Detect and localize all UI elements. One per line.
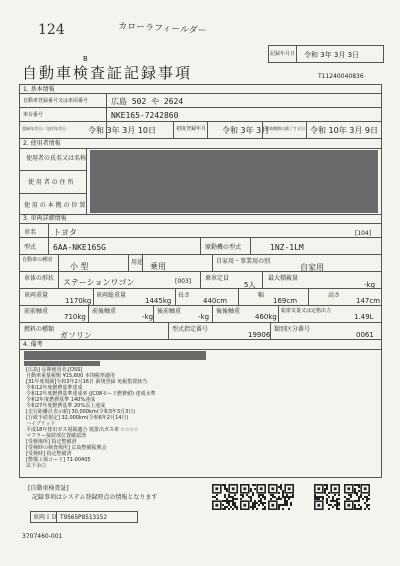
serial-number: 3707460-001 — [22, 533, 63, 540]
handwritten-model-note: カローラフィールダー — [117, 21, 207, 37]
note-line: [受検時] 指定整備済 — [26, 451, 72, 457]
rear-front-label: 後前軸重 — [157, 308, 182, 315]
expiry-value: 令和 10年 3月 9日 — [310, 126, 378, 135]
user-address-label: 使 用 者 の 住 所 — [28, 179, 74, 186]
redacted-note-line — [24, 351, 206, 360]
expiry-label: 有効期間の満了する日 — [265, 126, 305, 131]
qr-code-icon — [240, 484, 266, 510]
note-line: [広島] 長期使用者,[OSS] — [26, 367, 83, 373]
vin-value: NKE165-7242860 — [111, 111, 179, 120]
note-line: 令和27年度燃費基準 20%以上達成 — [26, 403, 106, 409]
body-label: 車体の形状 — [24, 275, 55, 282]
class-label: 類別区分番号 — [274, 326, 311, 333]
vin-label: 車台番号 — [23, 112, 44, 118]
maker-code: [104] — [355, 230, 372, 237]
engine-label: 原動機の型式 — [205, 244, 242, 251]
displacement-value: 1.49L — [354, 313, 374, 321]
note-line: 令和2年度燃費基準 140%達成 — [26, 397, 96, 403]
first-reg-value: 令和 3年 3月 10日 — [88, 126, 156, 135]
displacement-label: 総排気量又は定格出力 — [281, 308, 332, 314]
body-value: ステーションワゴン — [63, 278, 135, 287]
front-axle-value: 710kg — [64, 313, 86, 321]
section3-heading: 3. 車両詳細情報 — [23, 215, 67, 222]
document-id: T11240040836 — [318, 73, 364, 80]
record-date-label: 記録年月日 — [270, 51, 296, 57]
section2-heading: 2. 使用者情報 — [23, 140, 61, 147]
vehicle-id-label: 車両ＩＤ — [33, 514, 58, 521]
width-value: 169cm — [273, 297, 298, 305]
use-label: 用途 — [131, 259, 144, 266]
gvw-value: 1445kg — [145, 297, 172, 305]
note-line: 自動車重量税額 ¥15,600 本則税率適用 — [26, 373, 115, 379]
type-num-value: 19906 — [248, 331, 271, 339]
section4-heading: 4. 備考 — [23, 341, 43, 348]
capacity-value: 5人 — [244, 281, 256, 289]
front-rear-value: -kg — [142, 313, 154, 321]
qr-code-icon — [344, 484, 370, 510]
capacity-label: 乗車定員 — [205, 275, 230, 282]
rear-front-value: -kg — [198, 313, 210, 321]
note-line: 令和12年度燃費基準達成 — [26, 385, 83, 391]
qr-code-icon — [268, 484, 294, 510]
kind-label: 自動車の種別 — [22, 257, 53, 263]
record-date-value: 令和 3年 3月 3日 — [304, 51, 360, 59]
length-value: 440cm — [203, 297, 228, 305]
note-line: [受検場所] 指定整備済 — [26, 439, 77, 445]
weight-value: 1170kg — [65, 297, 92, 305]
system-heading: [自動車検査証] — [28, 485, 69, 492]
rear-axle-label: 後後軸重 — [216, 308, 241, 315]
max-load-value: -kg — [364, 281, 376, 289]
note-line: ハイブリッド — [26, 421, 56, 427]
length-label: 長さ — [178, 292, 191, 299]
qr-code-icon — [212, 484, 238, 510]
use-value: 乗用 — [150, 262, 166, 271]
kind-value: 小 型 — [70, 262, 89, 271]
page-title: 自動車検査証記録事項 — [22, 64, 193, 82]
note-line: [走行距離計表示値] 30,000km(令和3年3月3日) — [26, 409, 136, 415]
note-line: 平成18年排出ガス規制適合 低排出ガス車 ☆☆☆☆ — [26, 427, 139, 433]
class-value: 0061 — [356, 331, 374, 339]
maker-label: 車名 — [24, 229, 37, 236]
model-label: 型式 — [24, 244, 37, 251]
maker-value: トヨタ — [53, 228, 77, 237]
reg-value: 広島 502 や 2624 — [111, 97, 184, 106]
system-note: 記録事項はシステム登録時点の情報となります — [32, 494, 158, 501]
type-num-label: 型式指定番号 — [172, 326, 209, 333]
base-location-label: 使 用 の 本 拠 の 位 置 — [24, 202, 86, 209]
gvw-label: 車両総重量 — [96, 292, 127, 299]
purpose-label: 自家用・事業用の別 — [216, 258, 271, 265]
engine-value: 1NZ-1LM — [270, 243, 304, 252]
note-line: [整備工場コード] 71-00405 — [26, 457, 91, 463]
width-label: 幅 — [258, 292, 265, 299]
note-line: [31年度規制]令和3年2月16日 新規登録 免税措置該当 — [26, 379, 148, 385]
front-axle-label: 前前軸重 — [24, 308, 49, 315]
section1-heading: 1. 基本情報 — [23, 86, 55, 93]
purpose-value: 自家用 — [300, 263, 324, 272]
note-line: 以下余白 — [26, 463, 47, 469]
height-value: 147cm — [356, 297, 381, 305]
header-letter: B — [83, 55, 88, 63]
body-code: [003] — [175, 278, 192, 285]
first-inspection-label: 初度登録年月 — [176, 126, 207, 132]
first-reg-label: 登録年月日／交付年月日 — [22, 126, 66, 131]
redacted-user-info — [90, 150, 378, 213]
note-line: [受検時の検査場所] 広島整備振興会 — [26, 445, 107, 451]
front-rear-label: 前後軸重 — [92, 308, 117, 315]
reg-label: 自動車登録番号又は車両番号 — [23, 98, 89, 104]
model-value: 6AA-NKE165G — [53, 243, 106, 252]
user-name-label: 使用者の氏名又は名称 — [26, 155, 87, 162]
handwritten-number: 124 — [38, 22, 65, 38]
vehicle-id-value: T9565P8513152 — [60, 514, 107, 521]
qr-code-icon — [314, 484, 340, 510]
first-inspection-value: 令和 3年 3月 — [222, 126, 270, 135]
note-line: 令和12年度燃費基準達成率 (JC08モード燃費値) 達成水準 — [26, 391, 156, 397]
max-load-label: 最大積載量 — [268, 275, 299, 282]
weight-label: 車両重量 — [24, 292, 49, 299]
fuel-label: 燃料の種類 — [24, 326, 55, 333]
height-label: 高さ — [328, 292, 341, 299]
note-line: [行政手続規定] 32,000km(令和6年2月14日) — [26, 415, 129, 421]
note-line: マフラー接続部位置確認済 — [26, 433, 87, 439]
redacted-note-block — [24, 361, 100, 366]
rear-axle-value: 460kg — [255, 313, 277, 321]
fuel-value: ガソリン — [60, 331, 92, 340]
